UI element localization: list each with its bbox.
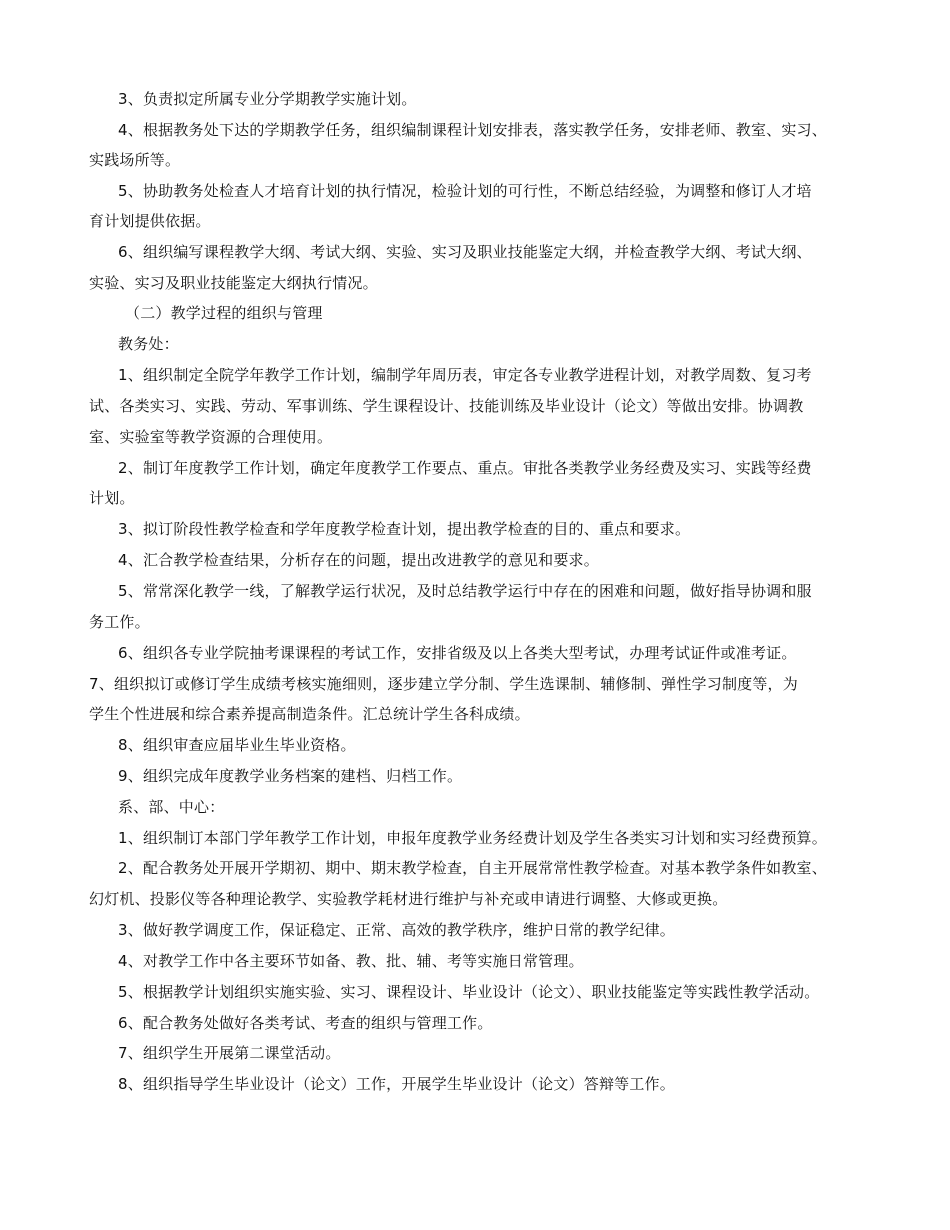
paragraph-line: 幻灯机、投影仪等各种理论教学、实验教学耗材进行维护与补充或申请进行调整、大修或更换。 — [89, 890, 728, 908]
paragraph-line: 7、组织学生开展第二课堂活动。 — [118, 1044, 341, 1062]
paragraph-line: 7、组织拟订或修订学生成绩考核实施细则，逐步建立学分制、学生选课制、辅修制、弹性学习制度等，为 — [89, 675, 798, 693]
paragraph-line: 8、组织指导学生毕业设计（论文）工作，开展学生毕业设计（论文）答辩等工作。 — [118, 1075, 675, 1093]
paragraph-line: 试、各类实习、实践、劳动、军事训练、学生课程设计、技能训练及毕业设计（论文）等做出安排。协调教 — [89, 397, 804, 415]
paragraph-line: 计划。 — [89, 489, 135, 507]
paragraph-line: 3、做好教学调度工作，保证稳定、正常、高效的教学秩序，维护日常的教学纪律。 — [118, 921, 675, 939]
subsection-label: 系、部、中心： — [118, 798, 225, 816]
paragraph-line: 3、拟订阶段性教学检查和学年度教学检查计划，提出教学检查的目的、重点和要求。 — [118, 520, 691, 538]
paragraph-line: 6、组织编写课程教学大纲、考试大纲、实验、实习及职业技能鉴定大纲，并检查教学大纲、考试大纲、 — [118, 243, 812, 261]
paragraph-line: 育计划提供依据。 — [89, 212, 211, 230]
paragraph-line: 实验、实习及职业技能鉴定大纲执行情况。 — [89, 274, 378, 292]
paragraph-line: 8、组织审查应届毕业生毕业资格。 — [118, 736, 356, 754]
paragraph-line: 6、组织各专业学院抽考课课程的考试工作，安排省级及以上各类大型考试，办理考试证件或准考证。 — [118, 644, 797, 662]
paragraph-line: 4、对教学工作中各主要环节如备、教、批、辅、考等实施日常管理。 — [118, 952, 584, 970]
paragraph-line: 学生个性进展和综合素养提高制造条件。汇总统计学生各科成绩。 — [89, 705, 530, 723]
paragraph-line: 9、组织完成年度教学业务档案的建档、归档工作。 — [118, 767, 463, 785]
paragraph-line: 4、根据教务处下达的学期教学任务，组织编制课程计划安排表，落实教学任务，安排老师、教室、实习、 — [118, 121, 827, 139]
paragraph-line: 1、组织制订本部门学年教学工作计划，申报年度教学业务经费计划及学生各类实习计划和实习经费预算。 — [118, 829, 827, 847]
paragraph-line: 室、实验室等教学资源的合理使用。 — [89, 428, 333, 446]
section-heading: （二）教学过程的组织与管理 — [125, 304, 323, 322]
paragraph-line: 1、组织制定全院学年教学工作计划，编制学年周历表，审定各专业教学进程计划，对教学周数、复习考 — [118, 366, 812, 384]
subsection-label: 教务处： — [118, 335, 179, 353]
paragraph-line: 2、制订年度教学工作计划，确定年度教学工作要点、重点。审批各类教学业务经费及实习、实践等经费 — [118, 459, 812, 477]
paragraph-line: 实践场所等。 — [89, 151, 181, 169]
paragraph-line: 6、配合教务处做好各类考试、考查的组织与管理工作。 — [118, 1014, 493, 1032]
paragraph-line: 2、配合教务处开展开学期初、期中、期末教学检查，自主开展常常性教学检查。对基本教学条件如教室、 — [118, 859, 827, 877]
paragraph-line: 5、常常深化教学一线，了解教学运行状况，及时总结教学运行中存在的困难和问题，做好指导协调和服 — [118, 582, 812, 600]
paragraph-line: 3、负责拟定所属专业分学期教学实施计划。 — [118, 90, 417, 108]
paragraph-line: 5、协助教务处检查人才培育计划的执行情况，检验计划的可行性，不断总结经验，为调整和修订人才培 — [118, 182, 812, 200]
paragraph-line: 5、根据教学计划组织实施实验、实习、课程设计、毕业设计（论文）、职业技能鉴定等实践性教学活动。 — [118, 983, 820, 1001]
paragraph-line: 4、汇合教学检查结果，分析存在的问题，提出改进教学的意见和要求。 — [118, 551, 599, 569]
paragraph-line: 务工作。 — [89, 613, 150, 631]
